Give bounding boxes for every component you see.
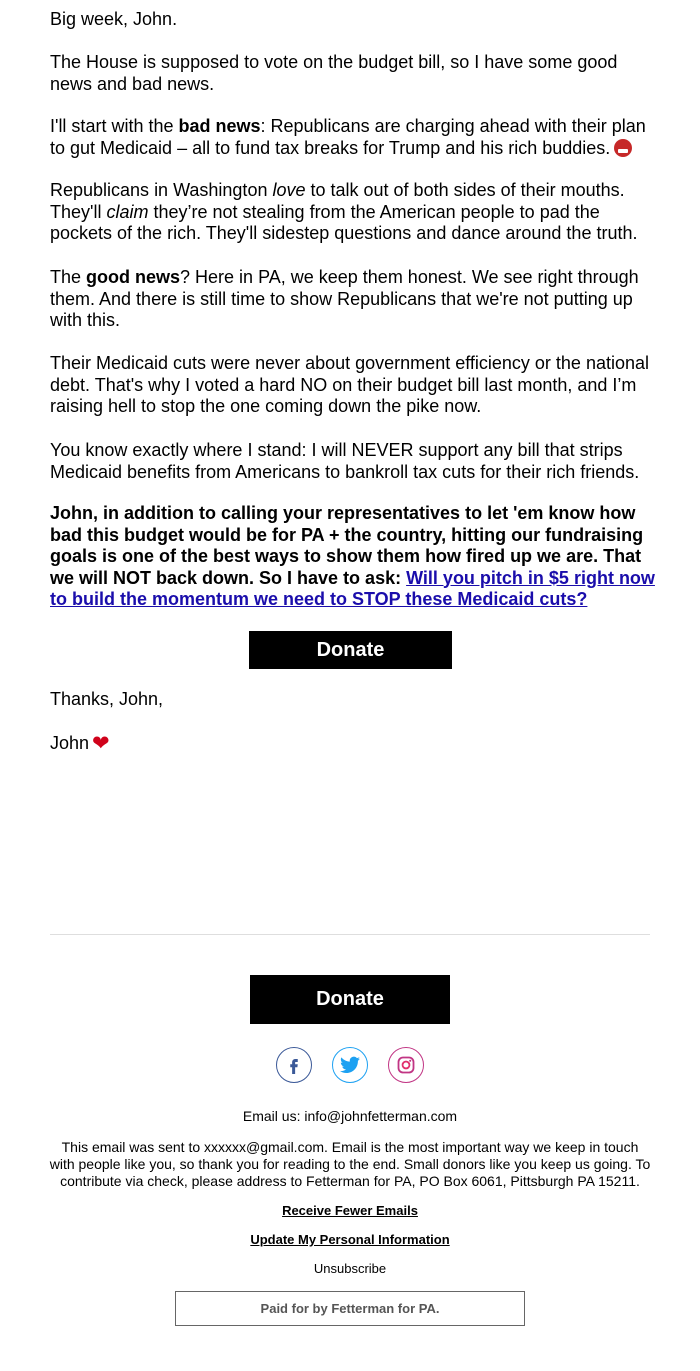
receive-fewer-container <box>0 1202 700 1219</box>
washington-italic-love: love <box>272 180 306 200</box>
greeting-paragraph: Big week, John. <box>50 9 178 29</box>
washington-post: they’re not stealing from the American people to pad the pockets of the rich. They'll sidestep questions and dance around the truth. <box>50 201 638 243</box>
facebook-icon[interactable] <box>276 1047 312 1083</box>
instagram-icon[interactable] <box>388 1047 424 1083</box>
twitter-glyph <box>340 1056 360 1074</box>
ask-paragraph <box>50 503 655 611</box>
bad-news-pre: I'll start with the <box>50 116 179 136</box>
instagram-glyph <box>397 1056 415 1074</box>
update-info-container <box>0 1231 700 1248</box>
washington-paragraph <box>50 180 655 245</box>
pitch-in-link[interactable]: Will you pitch in $5 right now to build the momentum we need to STOP these Medicaid cuts? <box>50 567 655 609</box>
donate-button[interactable]: Donate <box>249 631 452 669</box>
footer-divider <box>50 934 650 935</box>
footer-donate-button[interactable]: Donate <box>250 975 450 1024</box>
washington-pre: Republicans in Washington <box>50 180 273 200</box>
angry-face-icon <box>614 139 632 157</box>
ask-text: John, in addition to calling your representatives to let 'em know how bad this budget would be for PA + the country, hitting our fundraising goals is one of the best ways to show them how fired up we are. That we will NOT back down. So I have to ask: <box>50 503 644 588</box>
bad-news-post: : Republicans are charging ahead with their plan to gut Medicaid – all to fund tax breaks for Trump and his rich buddies. <box>50 116 646 158</box>
paid-for-disclaimer: Paid for by Fetterman for PA. <box>175 1291 525 1326</box>
signature <box>50 733 655 755</box>
disclaimer-text: This email was sent to xxxxxx@gmail.com. Email is the most important way we keep in touch with people like you, so thank you for reading to the end. Small donors like you keep us going. To contribute via check, please address to Fetterman for PA, PO Box 6061, Pittsburgh PA 15211. <box>49 1139 651 1189</box>
vote-paragraph: The House is supposed to vote on the budget bill, so I have some good news and bad news. <box>50 52 618 94</box>
facebook-glyph <box>285 1056 303 1074</box>
good-news-paragraph <box>50 267 655 332</box>
good-news-pre: The <box>50 267 87 287</box>
good-news-bold: good news <box>86 267 181 287</box>
unsubscribe-link[interactable]: Unsubscribe <box>313 1261 387 1276</box>
stand-paragraph: You know exactly where I stand: I will NEVER support any bill that strips Medicaid benefits from Americans to bankroll tax cuts for their rich friends. <box>50 440 640 482</box>
washington-italic-claim: claim <box>106 201 149 222</box>
washington-mid: to talk out of both sides of their mouths. They'll <box>50 180 625 222</box>
email-us-text: Email us: info@johnfetterman.com <box>242 1108 458 1124</box>
receive-fewer-emails-link[interactable]: Receive Fewer Emails <box>282 1203 418 1218</box>
thanks-paragraph: Thanks, John, <box>50 689 164 709</box>
signature-name: John <box>50 733 90 753</box>
medicaid-cuts-paragraph: Their Medicaid cuts were never about government efficiency or the national debt. That's why I voted a hard NO on their budget bill last month, and I’m raising hell to stop the one coming down the pike now. <box>50 353 649 416</box>
bad-news-bold: bad news <box>178 116 261 136</box>
heart-icon: ❤ <box>92 732 110 755</box>
good-news-post: ? Here in PA, we keep them honest. We see right through them. And there is still time to show Republicans that we're not putting up with this. <box>50 267 639 330</box>
bad-news-paragraph <box>50 116 655 159</box>
update-personal-info-link[interactable]: Update My Personal Information <box>250 1232 450 1247</box>
twitter-icon[interactable] <box>332 1047 368 1083</box>
